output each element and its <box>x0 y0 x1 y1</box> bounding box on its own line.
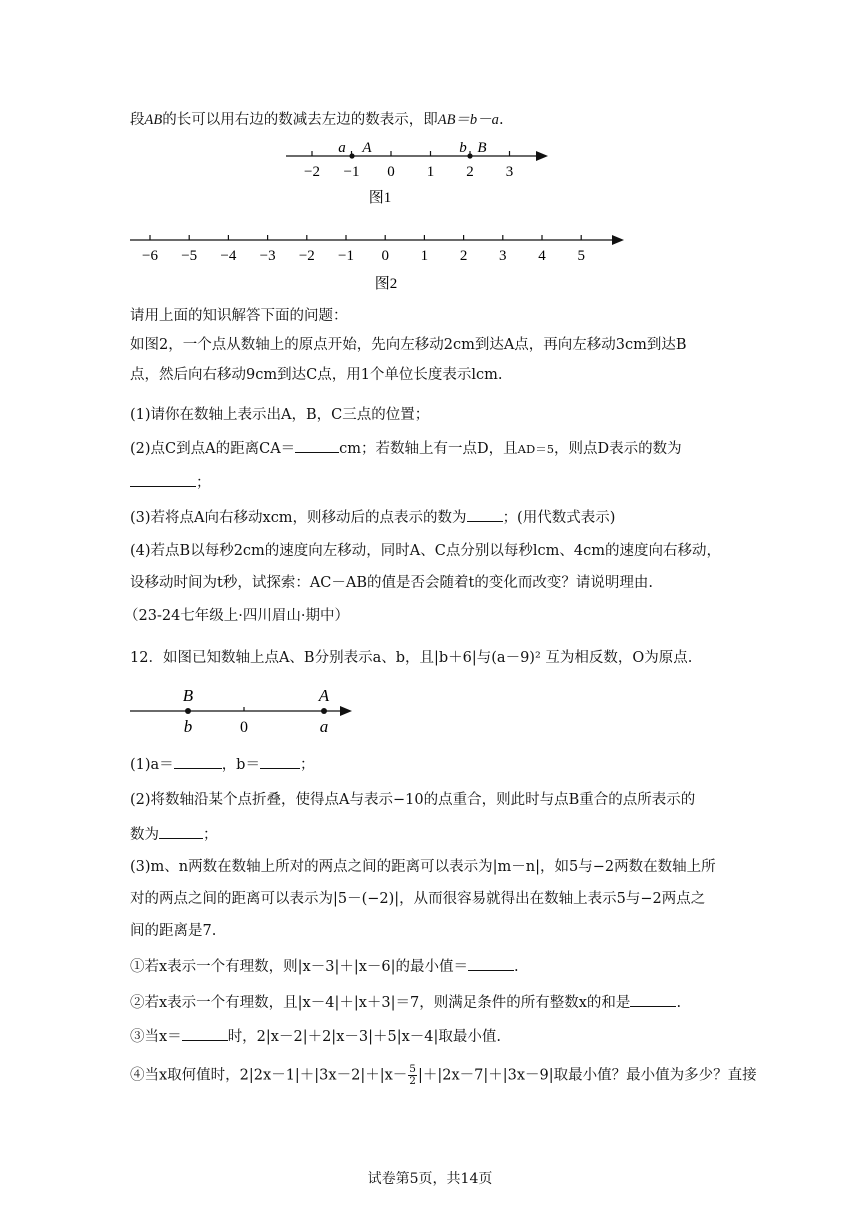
q2-text1: (2)点C到点A的距离CA＝ <box>130 441 296 457</box>
figure2-tick-label: 0 <box>381 248 389 264</box>
p11-q4-line1: (4)若点B以每秒2cm的速度向左移动，同时A、C点分别以每秒lcm、4cm的速度向右移动， <box>130 543 721 559</box>
frac-den: 2 <box>409 1075 416 1087</box>
intro-ab: AB <box>144 112 163 128</box>
figure1-tick-label: 3 <box>505 164 514 180</box>
p12-q2-line1: (2)将数轴沿某个点折叠，使得点A与表示−10的点重合，则此时与点B重合的点所表示的 <box>130 792 696 808</box>
s4-text2: |＋|2x－7|＋|3x－9|取最小值？最小值为多少？直接 <box>417 1067 757 1084</box>
p12-q3-line2: 对的两点之间的距离可以表示为|5－(−2)|，从而很容易就得出在数轴上表示5与−2两点之 <box>130 891 706 907</box>
figure2-tick-label: −6 <box>142 248 158 264</box>
frac-num: 5 <box>409 1063 416 1075</box>
figure2-tick-label: 3 <box>499 248 507 264</box>
answer-blank-a[interactable] <box>174 754 222 769</box>
point-A-dot <box>349 153 354 158</box>
instruction: 请用上面的知识解答下面的问题： <box>130 308 348 324</box>
p11-q4-line2: 设移动时间为t秒，试探索：AC－AB的值是否会随着t的变化而改变？请说明理由. <box>130 575 653 591</box>
p12-q2-line2 <box>130 824 218 845</box>
p11-stem-line2: 点，然后向右移动9cm到达C点，用1个单位长度表示lcm. <box>130 367 503 383</box>
s2-text: ②若x表示一个有理数，且|x－4|＋|x＋3|＝7，则满足条件的所有整数x的和是 <box>130 995 631 1011</box>
axis-label-A: A <box>318 686 330 705</box>
figure2-tick-label: 5 <box>577 248 585 264</box>
s4-text1: ④当x取何值时，2|2x－1|＋|3x－2|＋|x－ <box>130 1067 408 1084</box>
figure2-tick-label: −1 <box>338 248 354 264</box>
p11-q2 <box>130 438 682 459</box>
figure2-tick-label: −5 <box>181 248 198 264</box>
intro-text: 段 <box>130 112 145 128</box>
intro-line <box>130 110 504 130</box>
p12-q3-line3: 间的距离是7. <box>130 923 217 939</box>
answer-blank-fold[interactable] <box>159 824 203 839</box>
figure1-tick-label: 0 <box>387 164 395 180</box>
p12-s2 <box>130 992 681 1013</box>
answer-blank-s2[interactable] <box>630 992 676 1007</box>
intro-end: . <box>498 112 504 128</box>
point-A-dot <box>321 708 327 714</box>
figure2-tick-label: 2 <box>459 248 468 264</box>
p11-q2-cont <box>130 472 211 493</box>
q2-end: ； <box>203 827 218 843</box>
s1-text: ①若x表示一个有理数，则|x－3|＋|x－6|的最小值＝ <box>130 959 469 975</box>
axis-label-0: 0 <box>240 719 248 736</box>
p12-q3-line1: (3)m、n两数在数轴上所对的两点之间的距离可以表示为|m－n|，如5与−2两数在数轴上所 <box>130 859 716 875</box>
figure1-caption: 图1 <box>368 190 392 206</box>
figure2-tick-label: −4 <box>220 248 237 264</box>
q3-text1: (3)若将点A向右移动xcm，则移动后的点表示的数为 <box>130 510 467 526</box>
s3-text1: ③当x＝ <box>130 1029 182 1045</box>
answer-blank-s3[interactable] <box>182 1026 228 1041</box>
label-b: b <box>459 140 467 156</box>
figure2-tick-label: −2 <box>298 248 315 264</box>
p11-q3 <box>130 507 615 528</box>
p12-s4 <box>130 1064 757 1087</box>
fraction-5-2 <box>408 1064 417 1087</box>
figure1-number-line <box>280 136 560 210</box>
answer-blank-move[interactable] <box>467 507 503 522</box>
q1-end: ； <box>299 757 315 773</box>
figure1-tick-label: −1 <box>343 164 360 180</box>
axis-label-B: B <box>182 686 194 705</box>
q1-a: (1)a＝ <box>130 757 174 773</box>
q2-text: 数为 <box>130 827 159 843</box>
label-B: B <box>477 140 487 156</box>
s1-end: . <box>514 959 519 975</box>
p11-stem-line1: 如图2，一个点从数轴上的原点开始，先向左移动2cm到达A点，再向左移动3cm到达B <box>130 337 687 353</box>
point-B-dot <box>185 708 191 714</box>
answer-blank-ca[interactable] <box>295 438 339 453</box>
figure2-tick-label: 1 <box>420 248 429 264</box>
answer-blank-d[interactable] <box>130 472 196 487</box>
label-A: A <box>362 140 372 156</box>
intro-text-middle: 的长可以用右边的数减去左边的数表示，即 <box>162 112 438 128</box>
p12-q1 <box>130 754 314 775</box>
q1-b: ，b＝ <box>221 757 260 773</box>
figure1-tick-label: −2 <box>304 164 320 180</box>
figure1-tick-label: 2 <box>466 164 474 180</box>
figure1-tick-label: 1 <box>426 164 435 180</box>
label-a: a <box>338 140 346 156</box>
figure2-number-line <box>124 226 630 296</box>
q2-text2: cm；若数轴上有一点D，且 <box>339 441 518 457</box>
intro-formula: AB＝b－a <box>437 112 499 128</box>
figure2-tick-label: −3 <box>259 248 276 264</box>
figure2-caption: 图2 <box>374 276 398 292</box>
axis-label-b: b <box>183 717 193 736</box>
p11-source: （23-24七年级上·四川眉山·期中） <box>124 608 350 624</box>
s3-text2: 时，2|x－2|＋2|x－3|＋5|x－4|取最小值. <box>227 1029 501 1045</box>
q3-text2: ；(用代数式表示) <box>502 510 616 526</box>
answer-blank-b[interactable] <box>260 754 300 769</box>
p12-number-line <box>128 684 360 740</box>
q2-text3: ，则点D表示的数为 <box>554 441 682 457</box>
answer-blank-s1[interactable] <box>468 956 514 971</box>
figure2-tick-label: 4 <box>538 248 546 264</box>
p12-s3 <box>130 1026 501 1047</box>
axis-label-a: a <box>319 717 329 736</box>
point-B-dot <box>467 153 472 158</box>
q2-ad: AD＝5 <box>517 442 555 456</box>
p12-stem: 12．如图已知数轴上点A、B分别表示a、b，且|b＋6|与(a－9)² 互为相反数，O为原点. <box>130 650 693 666</box>
p12-s1 <box>130 956 519 977</box>
q2-end: ； <box>196 475 211 491</box>
s2-end: . <box>676 995 682 1011</box>
p11-q1: (1)请你在数轴上表示出A，B，C三点的位置； <box>130 407 430 423</box>
page-footer: 试卷第5页，共14页 <box>367 1171 493 1187</box>
